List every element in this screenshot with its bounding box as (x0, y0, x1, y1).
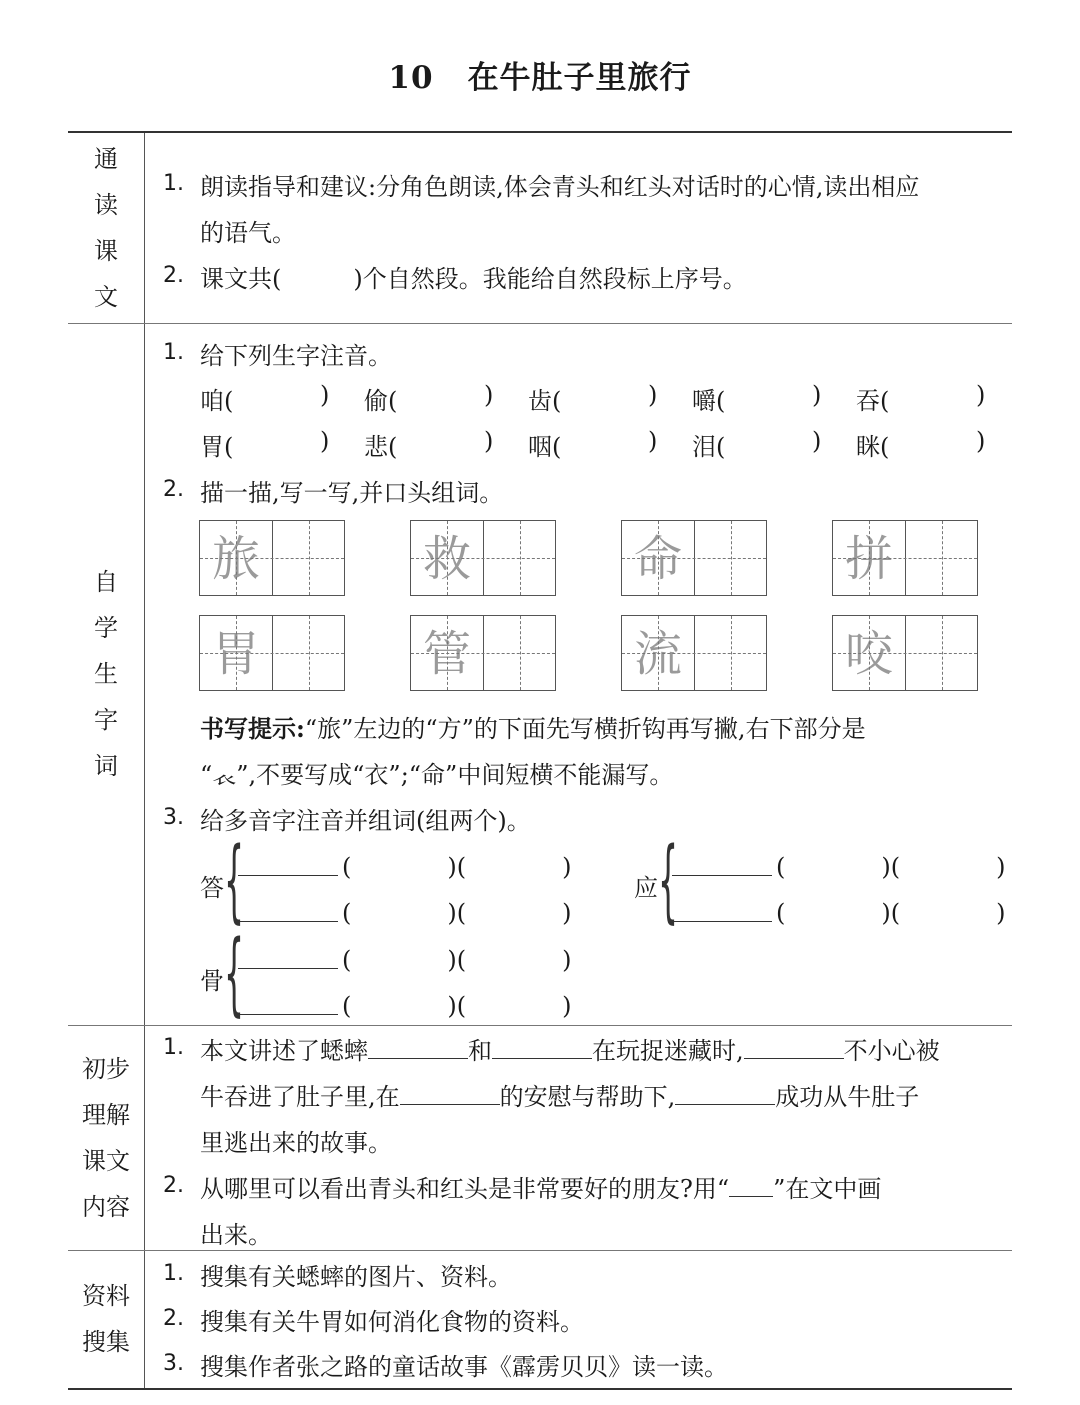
writing-grid[interactable]: 流 (621, 615, 767, 691)
brace-icon: { (224, 828, 245, 933)
lesson-number: 10 (388, 60, 434, 96)
writing-grid[interactable]: 旅 (199, 520, 345, 596)
polyphone-char: 答 (200, 874, 224, 902)
paren-pair: ( )( ) (342, 946, 572, 974)
polyphone-char: 应 (634, 874, 658, 902)
row-divider (68, 1025, 1012, 1026)
item-number: 2. (163, 477, 184, 502)
item-number: 1. (163, 1261, 184, 1286)
answer-blank[interactable] (675, 1104, 775, 1105)
writing-grid[interactable]: 管 (410, 615, 556, 691)
paren-pair: ( )( ) (342, 992, 572, 1020)
item-number: 2. (163, 263, 184, 288)
row-divider (68, 1250, 1012, 1251)
brace-icon: { (224, 921, 245, 1026)
underline-sample (729, 1196, 773, 1197)
answer-blank[interactable] (672, 875, 772, 876)
s1-q2: 课文共( )个自然段。我能给自然段标上序号。 (200, 265, 747, 293)
answer-blank[interactable] (238, 875, 338, 876)
answer-blank[interactable] (400, 1104, 500, 1105)
answer-blank[interactable] (238, 968, 338, 969)
answer-blank[interactable] (368, 1058, 468, 1059)
item-number: 1. (163, 171, 184, 196)
section-label-read: 通 读 课 文 (94, 145, 118, 311)
worksheet-table: 通 读 课 文 1. 朗读指导和建议:分角色朗读,体会青头和红头对话时的心情,读出相应 的语气。 2. 课文共( )个自然段。我能给自然段标上序号。 自 学 生 字 词 1. 给下列生字注音。 咱( ) 偷( ) 齿( ) 嚼( ) 吞( ) 胃( ) 悲( ) 咽( ) 泪( ) 眯( ) 2. 描一描,写一写,并口头组词。 旅 救 命 拼 胃 管 流 咬 书写提示:“旅”左边的“方”的下面先写横折钩再写撇,右下部分是 “𧘇”,不要写成“衣”;“命”中间短横不能漏写。 3. 给多音字注音并组词(组两个)。 答 { ( )( ) ( )( ) 应 { ( )( ) ( )( ) 骨 { ( )( ) ( )( ) 初步 理解 课文 内容 1. 本文讲述了蟋蟀 和 在玩捉迷藏时, 不小心被 牛吞进了肚子里,在 的安慰与帮助下, 成功从牛肚子 里逃出来的故事。 2. 从哪里可以看出青头和红头是非常要好的朋友?用“ ”在文中画 出来。 资料 搜集 1. 搜集有关蟋蟀的图片、资料。 2. 搜集有关牛胃如何消化食物的资料。 3. 搜集作者张之路的童话故事《霹雳贝贝》读一读。 (68, 131, 1012, 1390)
paren-pair: ( )( ) (776, 853, 1006, 881)
section-label-research: 资料 搜集 (82, 1282, 130, 1356)
s3-q1-line1: 本文讲述了蟋蟀 和 在玩捉迷藏时, 不小心被 (200, 1037, 940, 1065)
section-label-understanding: 初步 理解 课文 内容 (82, 1054, 130, 1221)
item-number: 3. (163, 1351, 184, 1376)
s1-q1-line1: 朗读指导和建议:分角色朗读,体会青头和红头对话时的心情,读出相应 (200, 173, 920, 201)
s4-item-1: 搜集有关蟋蟀的图片、资料。 (200, 1263, 512, 1291)
brace-icon: { (658, 828, 679, 933)
item-number: 3. (163, 805, 184, 830)
answer-blank[interactable] (492, 1058, 592, 1059)
row-divider (68, 323, 1012, 324)
s2-q3: 给多音字注音并组词(组两个)。 (200, 807, 531, 835)
paren-pair: ( )( ) (342, 853, 572, 881)
s2-q2: 描一描,写一写,并口头组词。 (200, 479, 504, 507)
item-number: 1. (163, 340, 184, 365)
lesson-title: 在牛肚子里旅行 (467, 60, 692, 96)
answer-blank[interactable] (672, 921, 772, 922)
writing-grid[interactable]: 胃 (199, 615, 345, 691)
s1-q1-line2: 的语气。 (200, 219, 296, 247)
writing-grid[interactable]: 拼 (832, 520, 978, 596)
s4-item-3: 搜集作者张之路的童话故事《霹雳贝贝》读一读。 (200, 1353, 728, 1381)
s4-item-2: 搜集有关牛胃如何消化食物的资料。 (200, 1308, 584, 1336)
writing-tip-line2: “𧘇”,不要写成“衣”;“命”中间短横不能漏写。 (200, 761, 674, 789)
paren-pair: ( )( ) (342, 899, 572, 927)
column-divider (144, 133, 145, 1388)
section-label-self-study: 自 学 生 字 词 (94, 568, 118, 780)
answer-blank[interactable] (238, 1014, 338, 1015)
polyphone-char: 骨 (200, 967, 224, 995)
item-number: 2. (163, 1173, 184, 1198)
s3-q2-line2: 出来。 (200, 1221, 272, 1249)
paren-pair: ( )( ) (776, 899, 1006, 927)
page-title (0, 52, 1080, 97)
writing-grid[interactable]: 救 (410, 520, 556, 596)
writing-tip-line1: 书写提示:“旅”左边的“方”的下面先写横折钩再写撇,右下部分是 (200, 714, 866, 743)
s3-q1-line2: 牛吞进了肚子里,在 的安慰与帮助下, 成功从牛肚子 (200, 1083, 920, 1111)
s3-q2-line1: 从哪里可以看出青头和红头是非常要好的朋友?用“ ”在文中画 (200, 1175, 882, 1203)
item-number: 1. (163, 1035, 184, 1060)
writing-grid[interactable]: 命 (621, 520, 767, 596)
item-number: 2. (163, 1306, 184, 1331)
answer-blank[interactable] (744, 1058, 844, 1059)
s3-q1-line3: 里逃出来的故事。 (200, 1129, 392, 1157)
s2-q1: 给下列生字注音。 (200, 342, 392, 370)
writing-grid[interactable]: 咬 (832, 615, 978, 691)
answer-blank[interactable] (238, 921, 338, 922)
